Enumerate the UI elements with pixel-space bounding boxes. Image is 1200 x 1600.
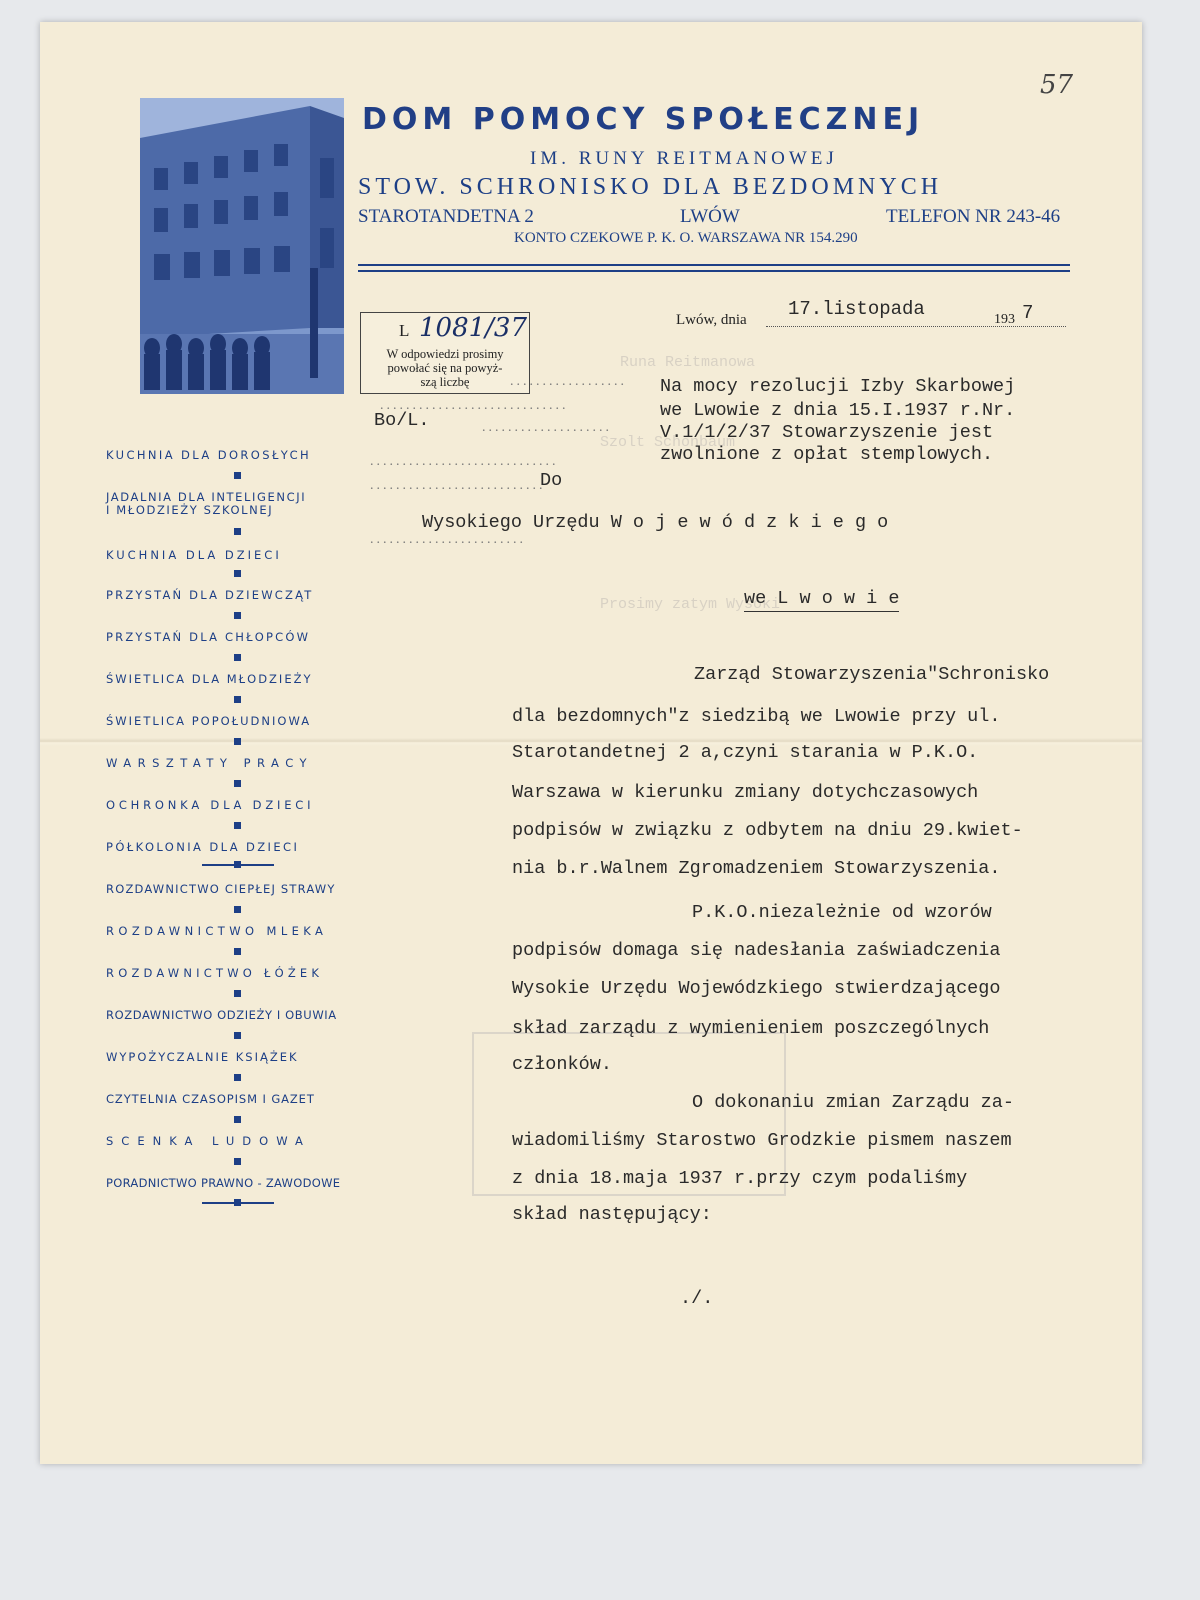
dotted-line: ........................... — [370, 478, 546, 493]
body-line: członków. — [512, 1054, 612, 1075]
letterhead-subtitle: IM. RUNY REITMANOWEJ — [530, 148, 838, 169]
notice-line: Na mocy rezolucji Izby Skarbowej — [660, 376, 1016, 397]
reference-hint-line: W odpowiedzi prosimy — [386, 347, 504, 361]
header-rule-bottom — [358, 270, 1070, 272]
bullet-square — [234, 1199, 241, 1206]
bullet-square — [234, 1116, 241, 1123]
body-line: wiadomiliśmy Starostwo Grodzkie pismem naszem — [512, 1130, 1012, 1151]
letterhead-association: STOW. SCHRONISKO DLA BEZDOMNYCH — [358, 174, 943, 200]
reference-hint-line: szą liczbę — [420, 375, 470, 389]
body-line: nia b.r.Walnem Zgromadzeniem Stowarzyszenia. — [512, 858, 1001, 879]
service-item: ŚWIETLICA DLA MŁODZIEŻY — [106, 672, 313, 686]
notice-line: we Lwowie z dnia 15.I.1937 r.Nr. — [660, 400, 1016, 421]
service-item: ROZDAWNICTWO ŁÓŻEK — [106, 966, 324, 980]
letterhead-phone: TELEFON NR 243-46 — [886, 206, 1061, 227]
sign-reference: Bo/L. — [374, 410, 430, 431]
service-item: OCHRONKA DLA DZIECI — [106, 798, 315, 812]
body-line: podpisów domaga się nadesłania zaświadczenia — [512, 940, 1001, 961]
page-number: 57 — [1040, 70, 1074, 100]
building-photo — [140, 98, 344, 394]
bullet-square — [234, 654, 241, 661]
faint-stamp — [472, 1032, 786, 1196]
service-item: ŚWIETLICA POPOŁUDNIOWA — [106, 714, 312, 728]
date-day-month: 17.listopada — [788, 298, 925, 320]
service-item: PRZYSTAŃ DLA CHŁOPCÓW — [106, 630, 311, 644]
reference-box — [360, 312, 530, 394]
recipient-place: we L w o w i e — [744, 588, 899, 612]
show-through-text: Szolt Schönbaum — [600, 434, 736, 451]
bullet-square — [234, 780, 241, 787]
service-item: PORADNICTWO PRAWNO - ZAWODOWE — [106, 1176, 341, 1190]
reference-hint-line: powołać się na powyż- — [387, 361, 503, 375]
body-line: dla bezdomnych"z siedzibą we Lwowie przy ul. — [512, 706, 1001, 727]
notice-line: zwolnione z opłat stemplowych. — [660, 444, 994, 465]
body-line: skład zarządu z wymienieniem poszczególnych — [512, 1018, 990, 1039]
service-item: PÓŁKOLONIA DLA DZIECI — [106, 840, 300, 854]
recipient-to: Do — [540, 470, 563, 491]
bullet-square — [234, 861, 241, 868]
body-line: z dnia 18.maja 1937 r.przy czym podaliśmy — [512, 1168, 968, 1189]
service-item: ROZDAWNICTWO CIEPŁEJ STRAWY — [106, 882, 336, 896]
header-rule-top — [358, 264, 1070, 266]
bullet-square — [234, 472, 241, 479]
date-prefix: Lwów, dnia — [676, 312, 747, 328]
letterhead-title: DOM POMOCY SPOŁECZNEJ — [362, 102, 925, 137]
body-line: Warszawa w kierunku zmiany dotychczasowych — [512, 782, 979, 803]
service-item: ROZDAWNICTWO ODZIEŻY I OBUWIA — [106, 1008, 337, 1022]
bullet-square — [234, 1158, 241, 1165]
bullet-square — [234, 570, 241, 577]
body-line: Zarząd Stowarzyszenia"Schronisko — [694, 664, 1050, 685]
bullet-square — [234, 990, 241, 997]
continuation-mark: ./. — [680, 1288, 714, 1309]
dotted-line: .................... — [482, 420, 612, 435]
body-line: O dokonaniu zmian Zarządu za- — [692, 1092, 1014, 1113]
service-item: I MŁODZIEŻY SZKOLNEJ — [106, 503, 274, 517]
bullet-square — [234, 528, 241, 535]
dotted-line: .................. — [510, 374, 627, 389]
bullet-square — [234, 612, 241, 619]
date-year-digit: 7 — [1022, 302, 1034, 324]
body-line: Wysokie Urzędu Wojewódzkiego stwierdzającego — [512, 978, 1001, 999]
reference-hint — [361, 347, 529, 389]
service-item: ROZDAWNICTWO MLEKA — [106, 924, 328, 938]
service-item: KUCHNIA DLA DZIECI — [106, 548, 282, 562]
bullet-square — [234, 948, 241, 955]
body-line: podpisów w związku z odbytem na dniu 29.kwiet- — [512, 820, 1023, 841]
date-year-prefix: 193 — [994, 312, 1015, 327]
reference-prefix: L — [399, 321, 410, 340]
service-item: PRZYSTAŃ DLA DZIEWCZĄT — [106, 588, 314, 602]
letterhead-city: LWÓW — [680, 206, 740, 227]
notice-line: V.1/1/2/37 Stowarzyszenie jest — [660, 422, 994, 443]
show-through-text: Prosimy zatym Wysoki — [600, 596, 781, 613]
body-line: skład następujący: — [512, 1204, 712, 1225]
letter-sheet — [40, 22, 1142, 1464]
letterhead-street: STAROTANDETNA 2 — [358, 206, 534, 227]
dotted-line: ............................. — [370, 454, 559, 469]
dotted-line: ............................. — [380, 398, 569, 413]
service-item: WARSZTATY PRACY — [106, 756, 314, 770]
recipient-office: Wysokiego Urzędu W o j e w ó d z k i e g o — [422, 512, 889, 533]
body-line: Starotandetnej 2 a,czyni starania w P.K.O. — [512, 742, 979, 763]
bullet-square — [234, 696, 241, 703]
body-line: P.K.O.niezależnie od wzorów — [692, 902, 992, 923]
service-item: KUCHNIA DLA DOROSŁYCH — [106, 448, 312, 462]
bullet-square — [234, 822, 241, 829]
bullet-square — [234, 1074, 241, 1081]
reference-number: 1081/37 — [419, 313, 528, 343]
date-dotted-line — [766, 326, 1066, 327]
show-through-text: Runa Reitmanowa — [620, 354, 756, 371]
service-item: JADALNIA DLA INTELIGENCJI — [106, 490, 307, 504]
bullet-square — [234, 906, 241, 913]
service-item: SCENKA LUDOWA — [106, 1134, 311, 1148]
bullet-square — [234, 1032, 241, 1039]
dotted-line: ........................ — [370, 532, 526, 547]
service-item: CZYTELNIA CZASOPISM I GAZET — [106, 1092, 315, 1106]
letterhead-account: KONTO CZEKOWE P. K. O. WARSZAWA NR 154.290 — [514, 230, 858, 246]
bullet-square — [234, 738, 241, 745]
service-item: WYPOŻYCZALNIE KSIĄŻEK — [106, 1050, 299, 1064]
